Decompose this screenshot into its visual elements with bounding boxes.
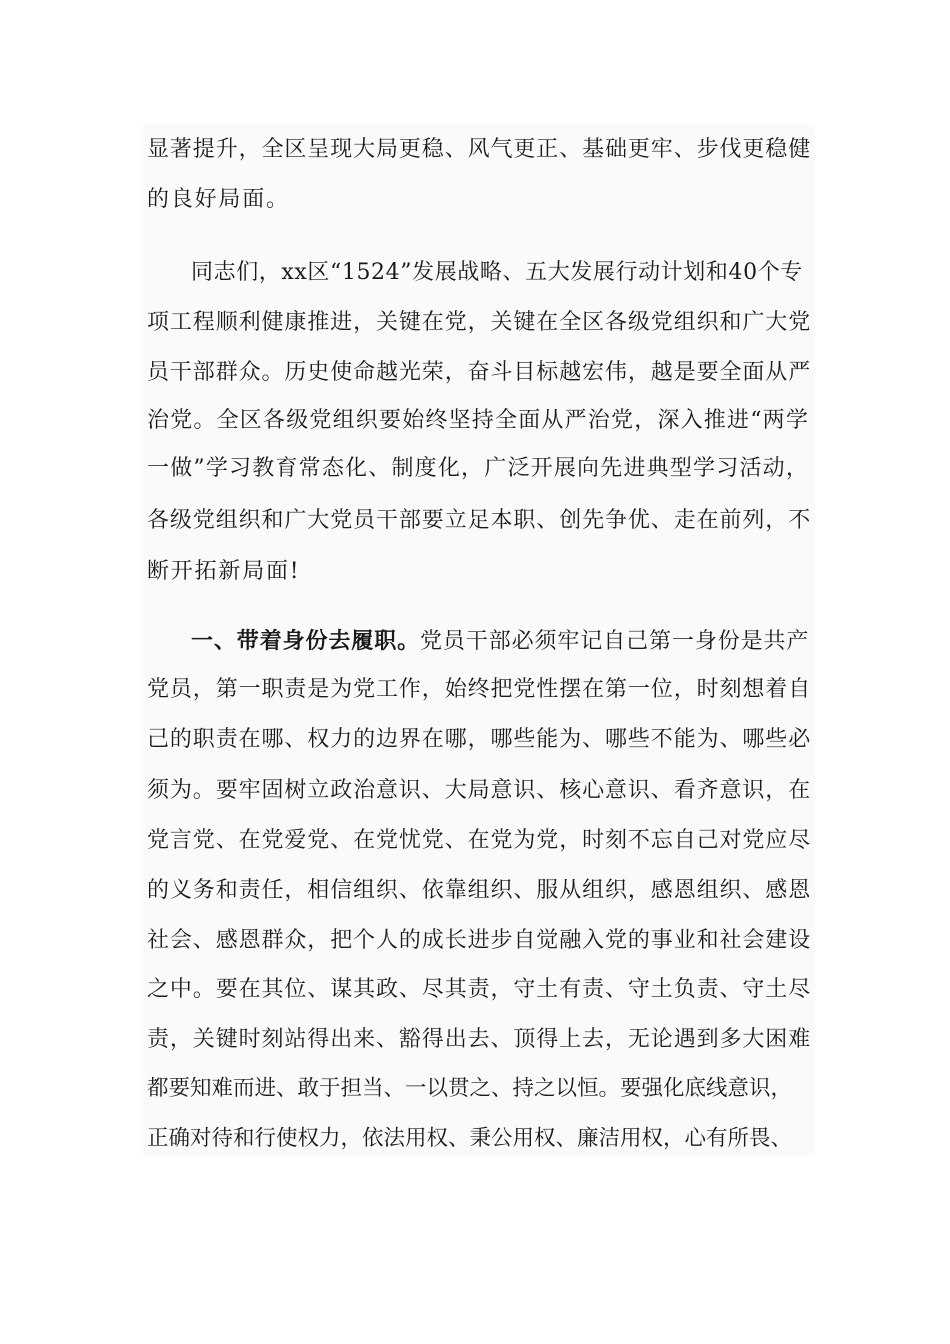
paragraph-2-line-6: 各级党组织和广大党员干部要立足本职、创先争优、走在前列，不 bbox=[147, 508, 812, 533]
paragraph-2-line-5: 一做”学习教育常态化、制度化，广泛开展向先进典型学习活动， bbox=[147, 456, 810, 481]
paragraph-2-line-2: 项工程顺利健康推进，关键在党，关键在全区各级党组织和广大党 bbox=[147, 310, 812, 335]
paragraph-3-line-7: 社会、感恩群众，把个人的成长进步自觉融入党的事业和社会建设 bbox=[147, 928, 812, 953]
paragraph-3-line-1 bbox=[191, 621, 809, 661]
paragraph-3-line-5: 党言党、在党爱党、在党忧党、在党为党，时刻不忘自己对党应尽 bbox=[147, 828, 812, 853]
paragraph-3-line-2: 党员，第一职责是为党工作，始终把党性摆在第一位，时刻想着自 bbox=[147, 677, 812, 702]
text-body bbox=[143, 125, 815, 1155]
paragraph-2-line-3: 员干部群众。历史使命越光荣，奋斗目标越宏伟，越是要全面从严 bbox=[147, 360, 812, 385]
paragraph-3-line-4: 须为。要牢固树立政治意识、大局意识、核心意识、看齐意识，在 bbox=[147, 778, 812, 803]
section-heading-rest: 党员干部必须牢记自己第一身份是共产 bbox=[420, 629, 810, 654]
paragraph-2-line-4: 治党。全区各级党组织要始终坚持全面从严治党，深入推进“两学 bbox=[147, 408, 810, 433]
paragraph-3-line-6: 的义务和责任，相信组织、依靠组织、服从组织，感恩组织、感恩 bbox=[147, 878, 812, 903]
paragraph-3-line-10: 都要知难而进、敢于担当、一以贯之、持之以恒。要强化底线意识， bbox=[147, 1076, 793, 1101]
paragraph-1-line-1: 显著提升，全区呈现大局更稳、风气更正、基础更牢、步伐更稳健 bbox=[147, 137, 812, 162]
paragraph-3-line-11: 正确对待和行使权力，依法用权、秉公用权、廉洁用权，心有所畏、 bbox=[147, 1126, 793, 1151]
paragraph-3-line-8: 之中。要在其位、谋其政、尽其责，守土有责、守土负责、守土尽 bbox=[147, 977, 812, 1002]
paragraph-3-line-3: 己的职责在哪、权力的边界在哪，哪些能为、哪些不能为、哪些必 bbox=[147, 727, 812, 752]
paragraph-2-line-1: 同志们，xx区“1524”发展战略、五大发展行动计划和40个专 bbox=[191, 260, 803, 285]
paragraph-1-line-2: 的良好局面。 bbox=[147, 187, 290, 212]
section-heading: 一、带着身份去履职。 bbox=[191, 628, 421, 654]
paragraph-3-line-9: 责，关键时刻站得出来、豁得出去、顶得上去，无论遇到多大困难 bbox=[147, 1027, 812, 1052]
paragraph-2-line-7: 断开拓新局面! bbox=[147, 559, 301, 584]
